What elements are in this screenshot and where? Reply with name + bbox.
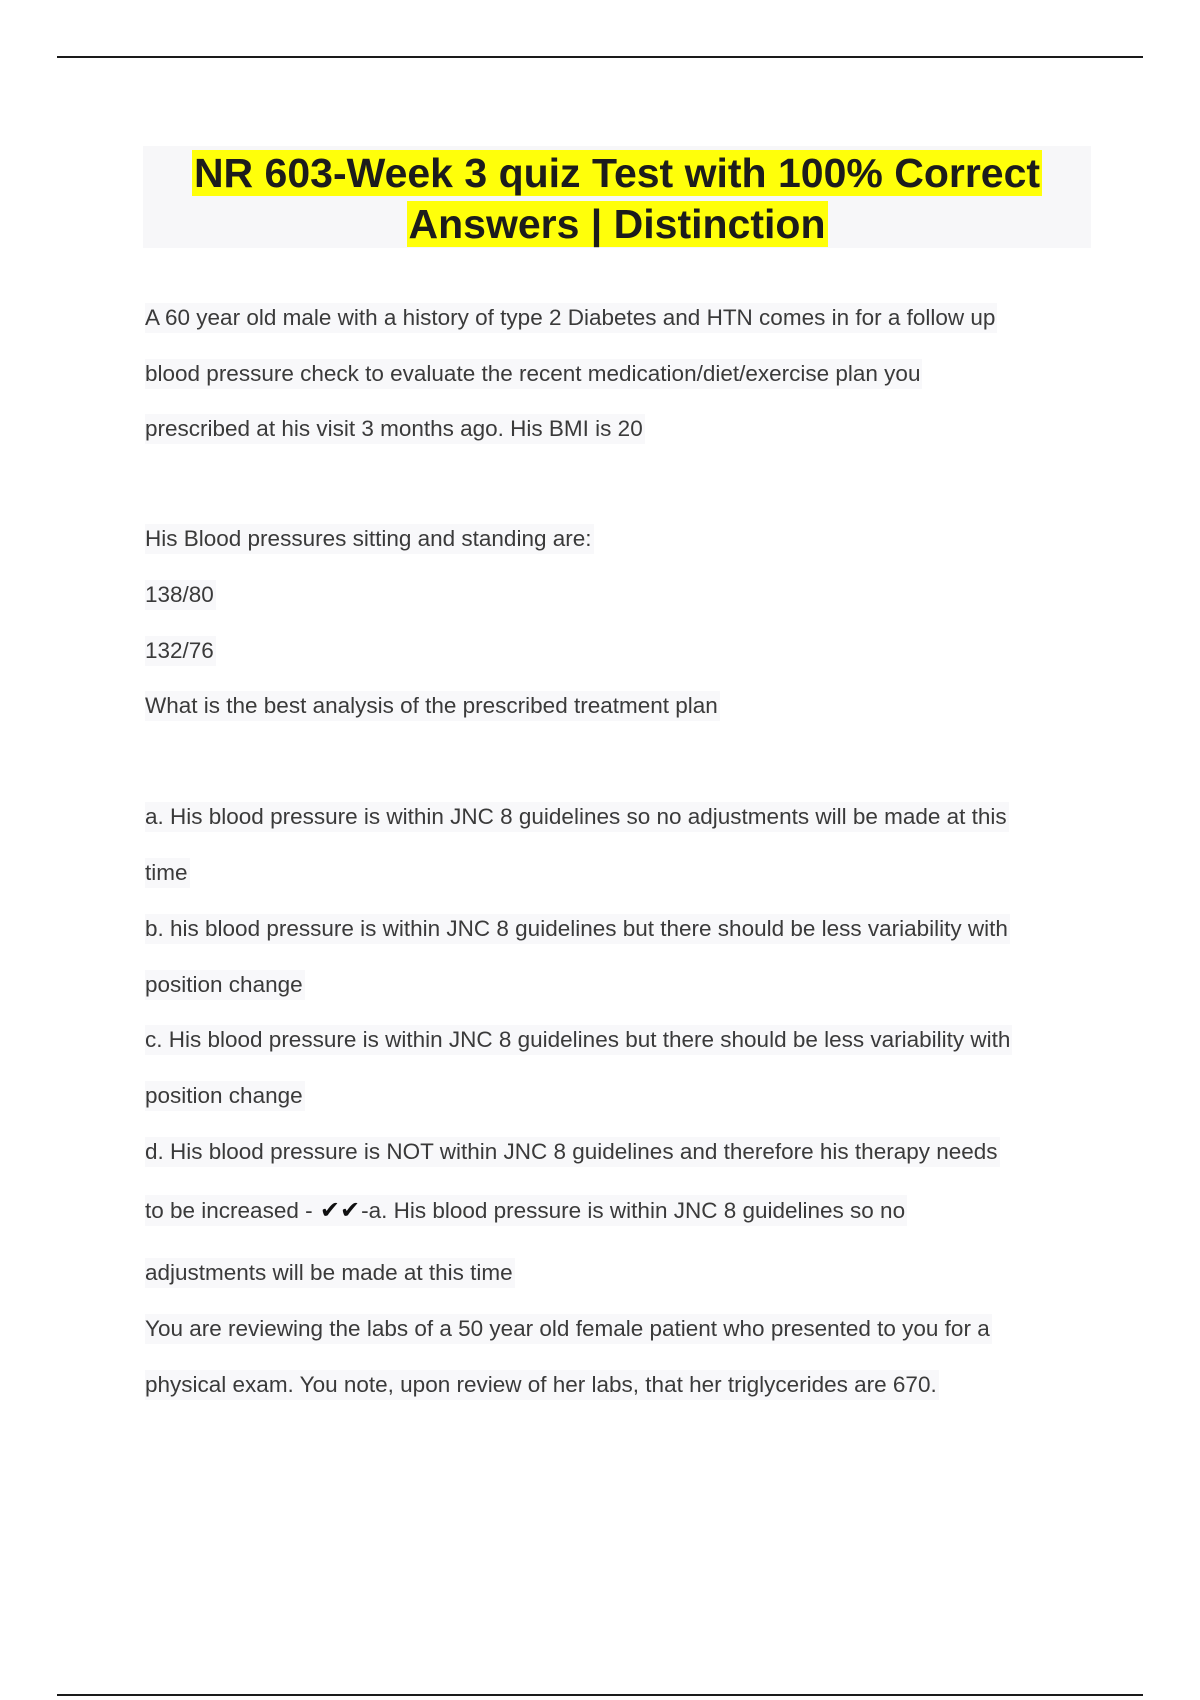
checkmark-icon: ✔✔ xyxy=(319,1196,361,1224)
question1-stem-line-3: prescribed at his visit 3 months ago. His BMI is 20 xyxy=(145,414,645,444)
bp-intro: His Blood pressures sitting and standing are: xyxy=(145,524,594,554)
option-a-line-2: time xyxy=(145,858,190,888)
title-line-1: NR 603-Week 3 quiz Test with 100% Correct xyxy=(193,150,1041,196)
bp-standing: 132/76 xyxy=(145,636,216,666)
answer-text-part-2: adjustments will be made at this time xyxy=(145,1258,515,1288)
document-title xyxy=(143,146,1091,248)
bottom-rule xyxy=(57,1694,1143,1696)
question1-prompt: What is the best analysis of the prescribed treatment plan xyxy=(145,691,720,721)
option-d-line-1: d. His blood pressure is NOT within JNC 8 guidelines and therefore his therapy needs xyxy=(145,1137,1000,1167)
question1-stem-line-1: A 60 year old male with a history of type 2 Diabetes and HTN comes in for a follow up xyxy=(145,303,997,333)
answer-text-part-1: -a. His blood pressure is within JNC 8 guidelines so no xyxy=(361,1198,906,1223)
question1-stem-line-2: blood pressure check to evaluate the recent medication/diet/exercise plan you xyxy=(145,359,922,389)
option-d-line-2-with-answer xyxy=(145,1195,907,1226)
option-b-line-2: position change xyxy=(145,970,305,1000)
question2-stem-line-1: You are reviewing the labs of a 50 year old female patient who presented to you for a xyxy=(145,1314,992,1344)
option-a-line-1: a. His blood pressure is within JNC 8 guidelines so no adjustments will be made at this xyxy=(145,802,1009,832)
top-rule xyxy=(57,56,1143,58)
option-b-line-1: b. his blood pressure is within JNC 8 guidelines but there should be less variability with xyxy=(145,914,1010,944)
bp-sitting: 138/80 xyxy=(145,580,216,610)
option-c-line-1: c. His blood pressure is within JNC 8 guidelines but there should be less variability with xyxy=(145,1025,1012,1055)
title-line-2: Answers | Distinction xyxy=(408,201,826,247)
option-d-line-2-prefix: to be increased - xyxy=(145,1198,319,1223)
question2-stem-line-2: physical exam. You note, upon review of her labs, that her triglycerides are 670. xyxy=(145,1370,939,1400)
option-c-line-2: position change xyxy=(145,1081,305,1111)
